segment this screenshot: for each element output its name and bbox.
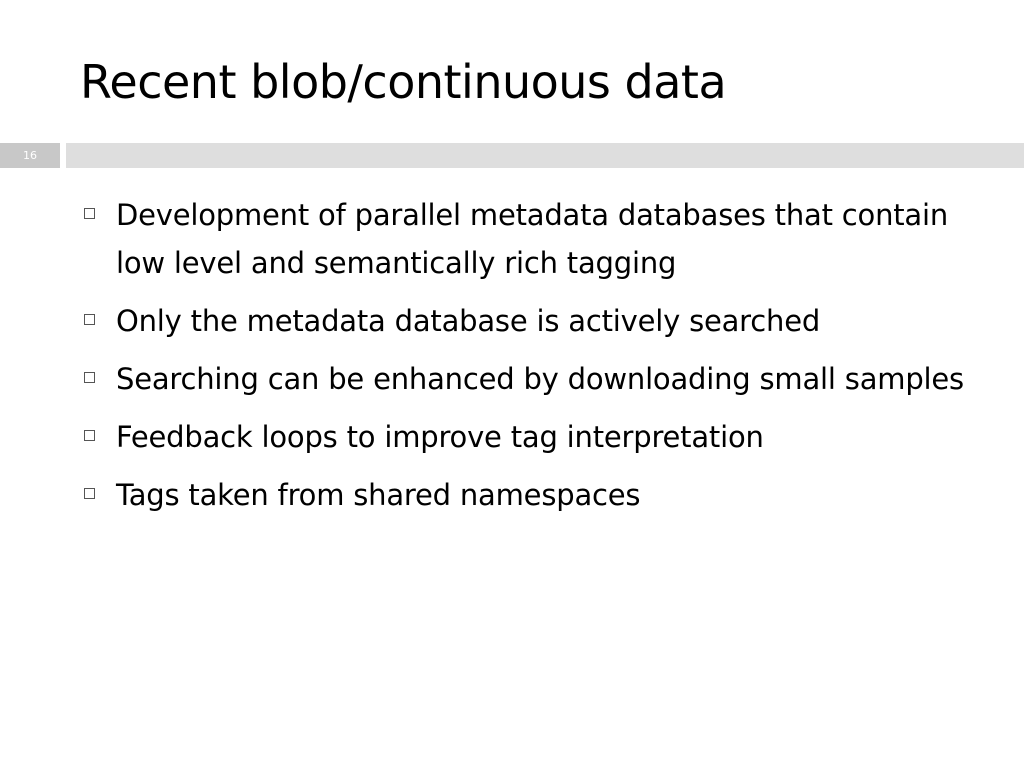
bullet-text: Tags taken from shared namespaces <box>116 478 641 512</box>
bullet-item <box>84 191 984 287</box>
hollow-square-bullet-icon <box>84 208 95 219</box>
slide-number: 16 <box>0 143 60 168</box>
bullet-item <box>84 297 984 345</box>
hollow-square-bullet-icon <box>84 314 95 325</box>
bullet-text: Searching can be enhanced by downloading small samples <box>116 362 964 396</box>
bullet-text: Only the metadata database is actively searched <box>116 304 821 338</box>
bullet-item <box>84 355 984 403</box>
slide-title: Recent blob/continuous data <box>80 55 727 109</box>
bullet-text: Feedback loops to improve tag interpretation <box>116 420 764 454</box>
hollow-square-bullet-icon <box>84 430 95 441</box>
bullet-list <box>84 191 984 529</box>
bullet-item <box>84 413 984 461</box>
hollow-square-bullet-icon <box>84 372 95 383</box>
hollow-square-bullet-icon <box>84 488 95 499</box>
bullet-item <box>84 471 984 519</box>
bullet-text: Development of parallel metadata databases that contain low level and semantically rich tagging <box>116 198 949 280</box>
title-divider-bar <box>66 143 1024 168</box>
